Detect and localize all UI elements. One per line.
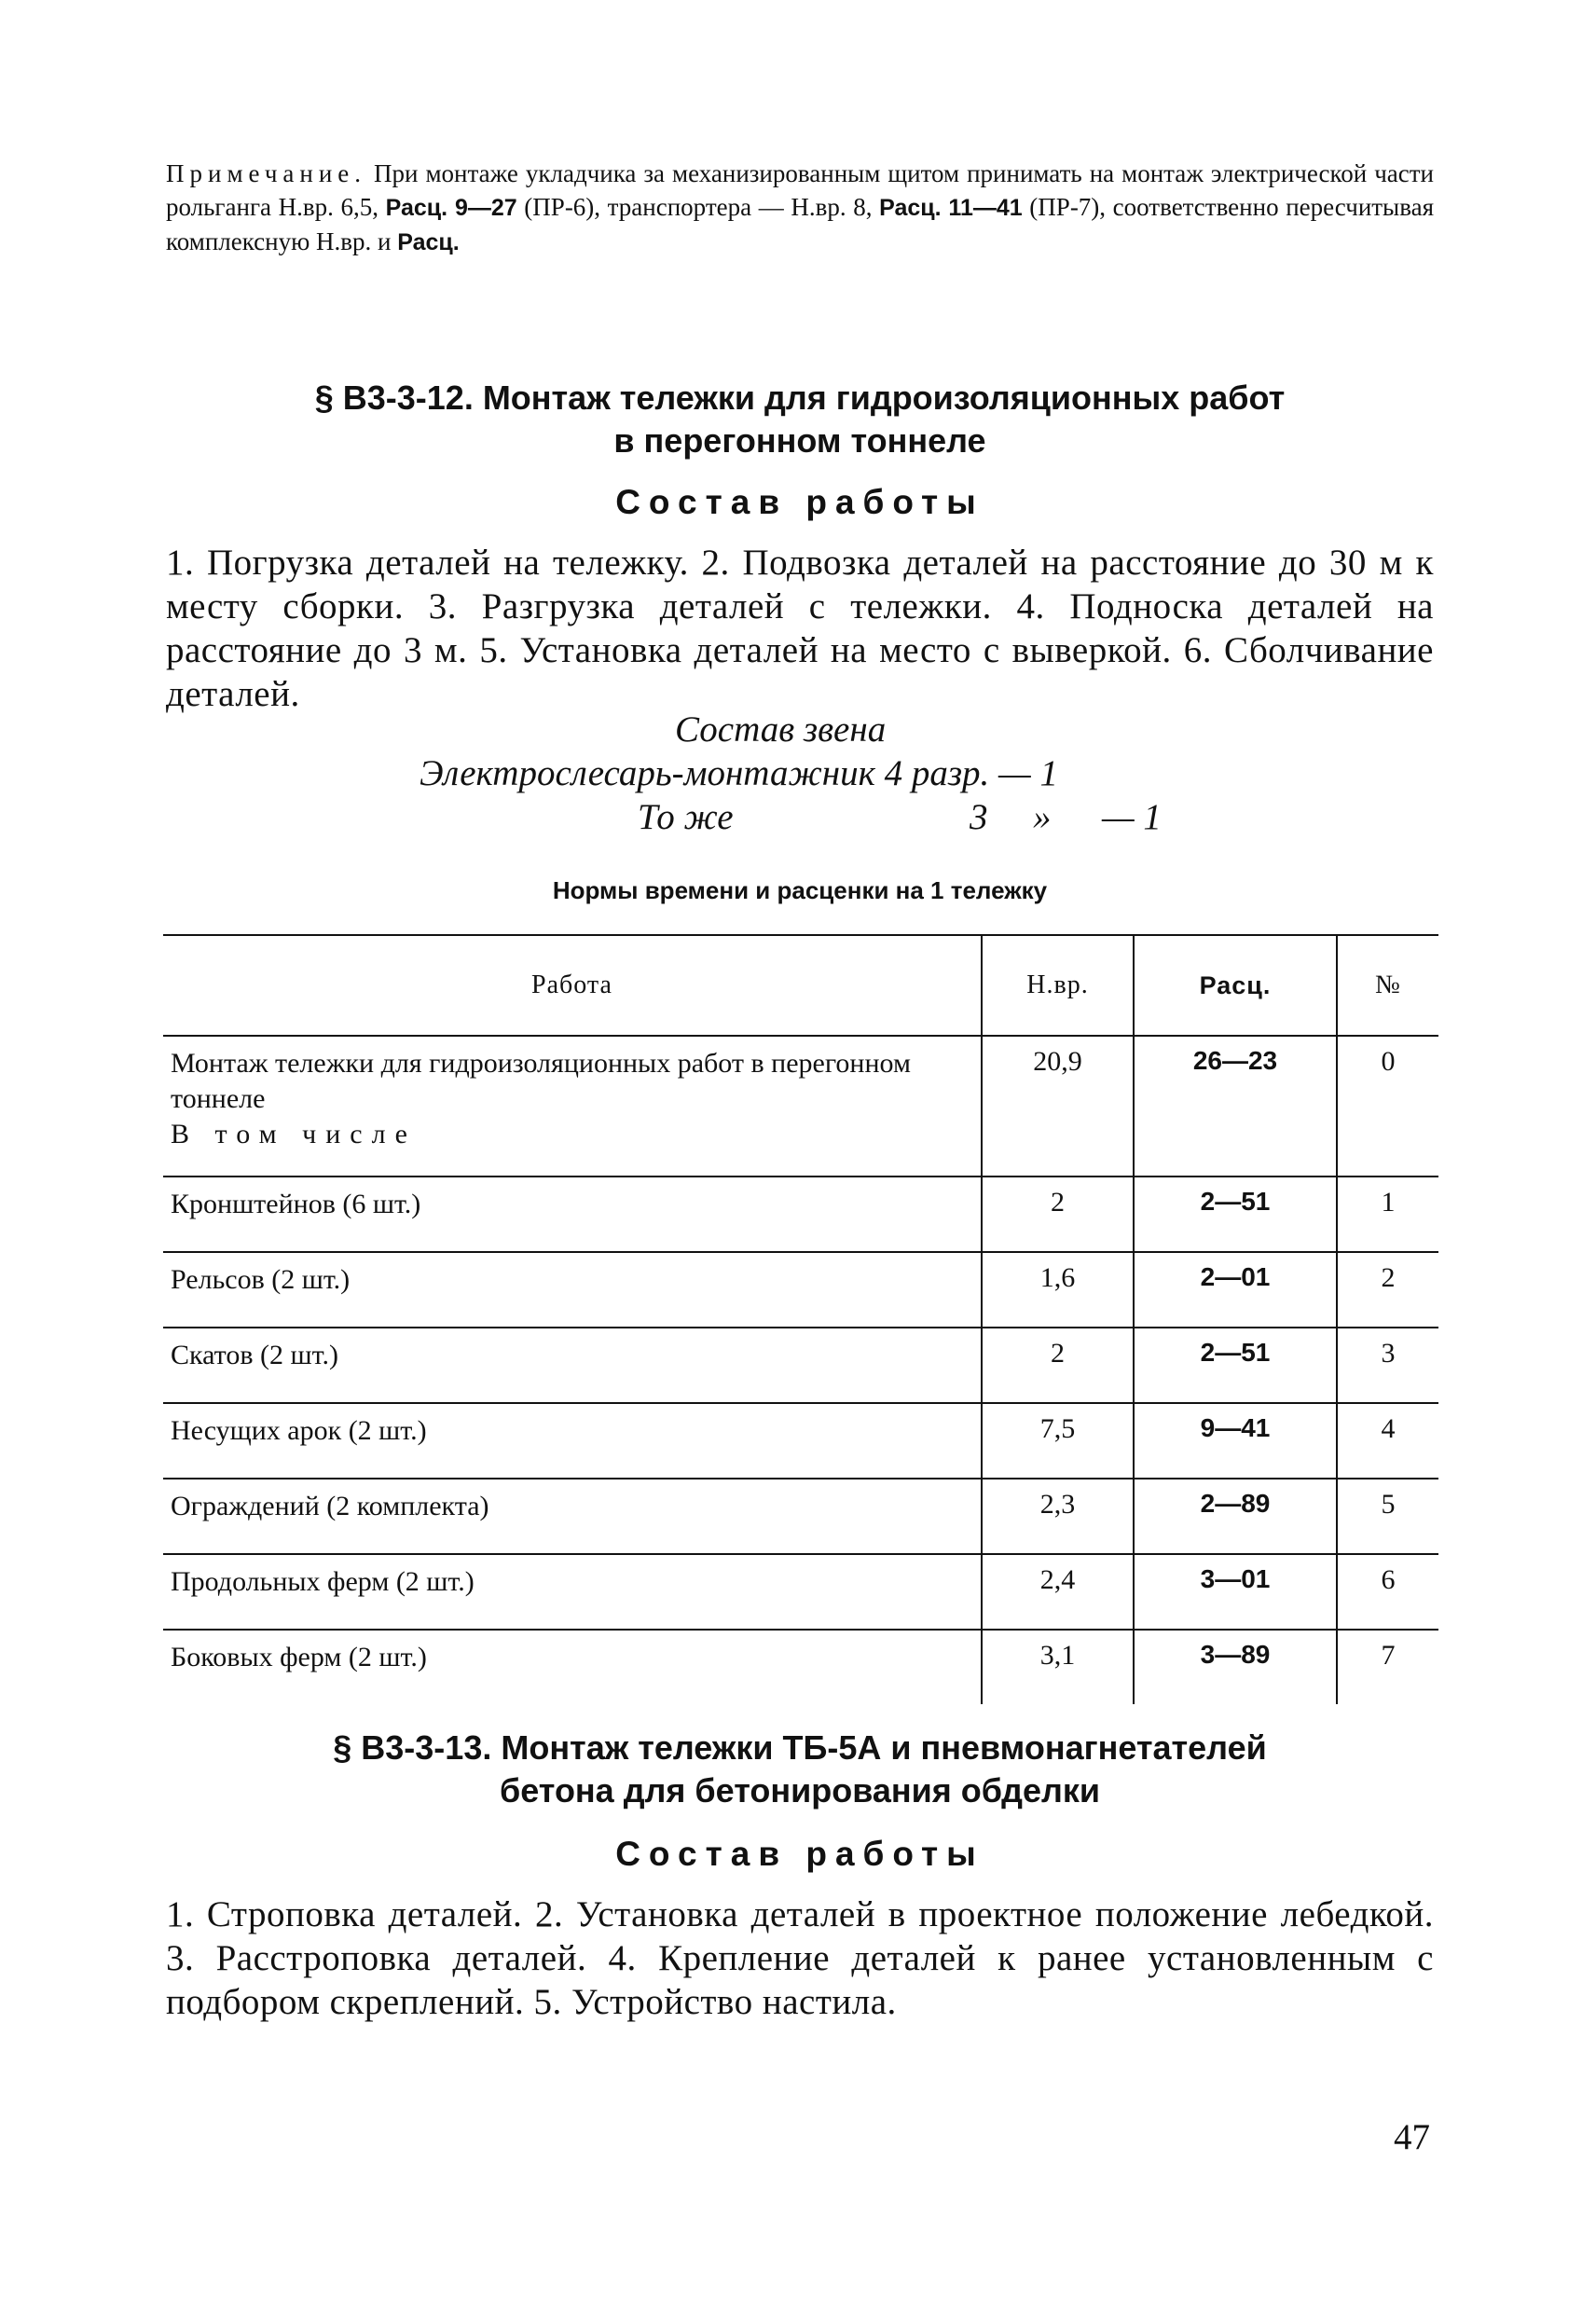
header-rate: Расц. bbox=[1134, 935, 1337, 1036]
crew-grade: 3 bbox=[970, 797, 988, 837]
row-work: Скатов (2 шт.) bbox=[163, 1328, 982, 1403]
table-row bbox=[163, 1554, 1438, 1630]
table-caption: Нормы времени и расценки на 1 тележку bbox=[552, 876, 1048, 904]
table-header-row bbox=[163, 935, 1438, 1036]
crew-quote: » bbox=[1033, 797, 1052, 837]
crew-same: То же bbox=[638, 797, 734, 837]
table-row bbox=[163, 1177, 1438, 1252]
section-2-title-line-2: бетона для бетонирования обделки bbox=[500, 1771, 1100, 1810]
row-rate: 3—01 bbox=[1134, 1554, 1337, 1630]
table-row bbox=[163, 1630, 1438, 1704]
row-number: 0 bbox=[1337, 1036, 1438, 1177]
row-number: 4 bbox=[1337, 1403, 1438, 1479]
row-number: 7 bbox=[1337, 1630, 1438, 1704]
table-row bbox=[163, 1403, 1438, 1479]
table-row bbox=[163, 1479, 1438, 1554]
crew-heading: Состав звена bbox=[675, 709, 887, 750]
row-work: Несущих арок (2 шт.) bbox=[163, 1403, 982, 1479]
row-work-cell bbox=[163, 1036, 982, 1177]
note-text-1: При монтаже укладчика за механизированным щитом принимать на монтаж электрической части рольганга Н.вр. 6,5, bbox=[166, 159, 1434, 221]
crew-line-1: Электрослесарь-монтажник 4 разр. — 1 bbox=[420, 753, 1058, 793]
row-nvr: 2 bbox=[982, 1328, 1134, 1403]
page-number: 47 bbox=[1394, 2117, 1430, 2157]
row-work: Ограждений (2 комплекта) bbox=[163, 1479, 982, 1554]
note-text-3: (ПР-7), соответственно пересчитывая комплексную Н.вр. и bbox=[166, 193, 1434, 255]
row-rate: 2—51 bbox=[1134, 1177, 1337, 1252]
footnote-note bbox=[166, 157, 1434, 259]
row-nvr: 2,3 bbox=[982, 1479, 1134, 1554]
section-1-title-line-2: в перегонном тоннеле bbox=[613, 421, 986, 460]
row-rate: 2—01 bbox=[1134, 1252, 1337, 1328]
row-nvr: 3,1 bbox=[982, 1630, 1134, 1704]
header-number: № bbox=[1337, 935, 1438, 1036]
row-rate: 3—89 bbox=[1134, 1630, 1337, 1704]
note-lead: Примечание. bbox=[166, 159, 367, 187]
row-rate: 26—23 bbox=[1134, 1036, 1337, 1177]
row-nvr: 7,5 bbox=[982, 1403, 1134, 1479]
row-work: Кронштейнов (6 шт.) bbox=[163, 1177, 982, 1252]
row-rate: 9—41 bbox=[1134, 1403, 1337, 1479]
note-rate-1: Расц. 9—27 bbox=[385, 195, 517, 221]
row-nvr: 2,4 bbox=[982, 1554, 1134, 1630]
section-1-work-heading: Состав работы bbox=[615, 483, 984, 521]
note-rate-2: Расц. 11—41 bbox=[879, 195, 1023, 221]
note-text-2: (ПР-6), транспортера — Н.вр. 8, bbox=[516, 193, 880, 221]
row-work: Рельсов (2 шт.) bbox=[163, 1252, 982, 1328]
row-work: Продольных ферм (2 шт.) bbox=[163, 1554, 982, 1630]
header-work: Работа bbox=[163, 935, 982, 1036]
section-2-title bbox=[166, 1727, 1434, 1812]
row-number: 6 bbox=[1337, 1554, 1438, 1630]
section-1-title-line-1: § В3-3-12. Монтаж тележки для гидроизоляционных работ bbox=[314, 378, 1286, 417]
norms-table bbox=[163, 934, 1438, 1704]
row-nvr: 1,6 bbox=[982, 1252, 1134, 1328]
note-rate-3: Расц. bbox=[397, 229, 460, 255]
row-subtotal-label: В том числе bbox=[171, 1119, 417, 1149]
section-2-work-text: 1. Строповка деталей. 2. Установка деталей в проектное положение лебедкой. 3. Расстроповка деталей. 4. Крепление деталей к ранее установленным с подбором скреплений. 5. Устройство настила. bbox=[166, 1894, 1434, 2022]
section-1-work-text: 1. Погрузка деталей на тележку. 2. Подвозка деталей на расстояние до 30 м к месту сборки. 3. Разгрузка деталей с тележки. 4. Подноска деталей на расстояние до 3 м. 5. Установка деталей на место с выверкой. 6. Сболчивание деталей. bbox=[166, 543, 1434, 714]
table-row bbox=[163, 1252, 1438, 1328]
row-number: 2 bbox=[1337, 1252, 1438, 1328]
table-row bbox=[163, 1036, 1438, 1177]
row-work-text: Монтаж тележки для гидроизоляционных работ в перегонном тоннеле bbox=[171, 1048, 911, 1114]
row-nvr: 2 bbox=[982, 1177, 1134, 1252]
header-nvr: Н.вр. bbox=[982, 935, 1134, 1036]
section-2-title-line-1: § В3-3-13. Монтаж тележки ТБ-5А и пневмонагнетателей bbox=[333, 1728, 1267, 1767]
crew-count: — 1 bbox=[1102, 797, 1162, 837]
table-row bbox=[163, 1328, 1438, 1403]
row-number: 5 bbox=[1337, 1479, 1438, 1554]
row-nvr: 20,9 bbox=[982, 1036, 1134, 1177]
row-number: 3 bbox=[1337, 1328, 1438, 1403]
row-work: Боковых ферм (2 шт.) bbox=[171, 1642, 427, 1672]
row-rate: 2—51 bbox=[1134, 1328, 1337, 1403]
section-1-title bbox=[166, 377, 1434, 462]
row-rate: 2—89 bbox=[1134, 1479, 1337, 1554]
row-number: 1 bbox=[1337, 1177, 1438, 1252]
section-2-work-heading: Состав работы bbox=[615, 1835, 984, 1873]
